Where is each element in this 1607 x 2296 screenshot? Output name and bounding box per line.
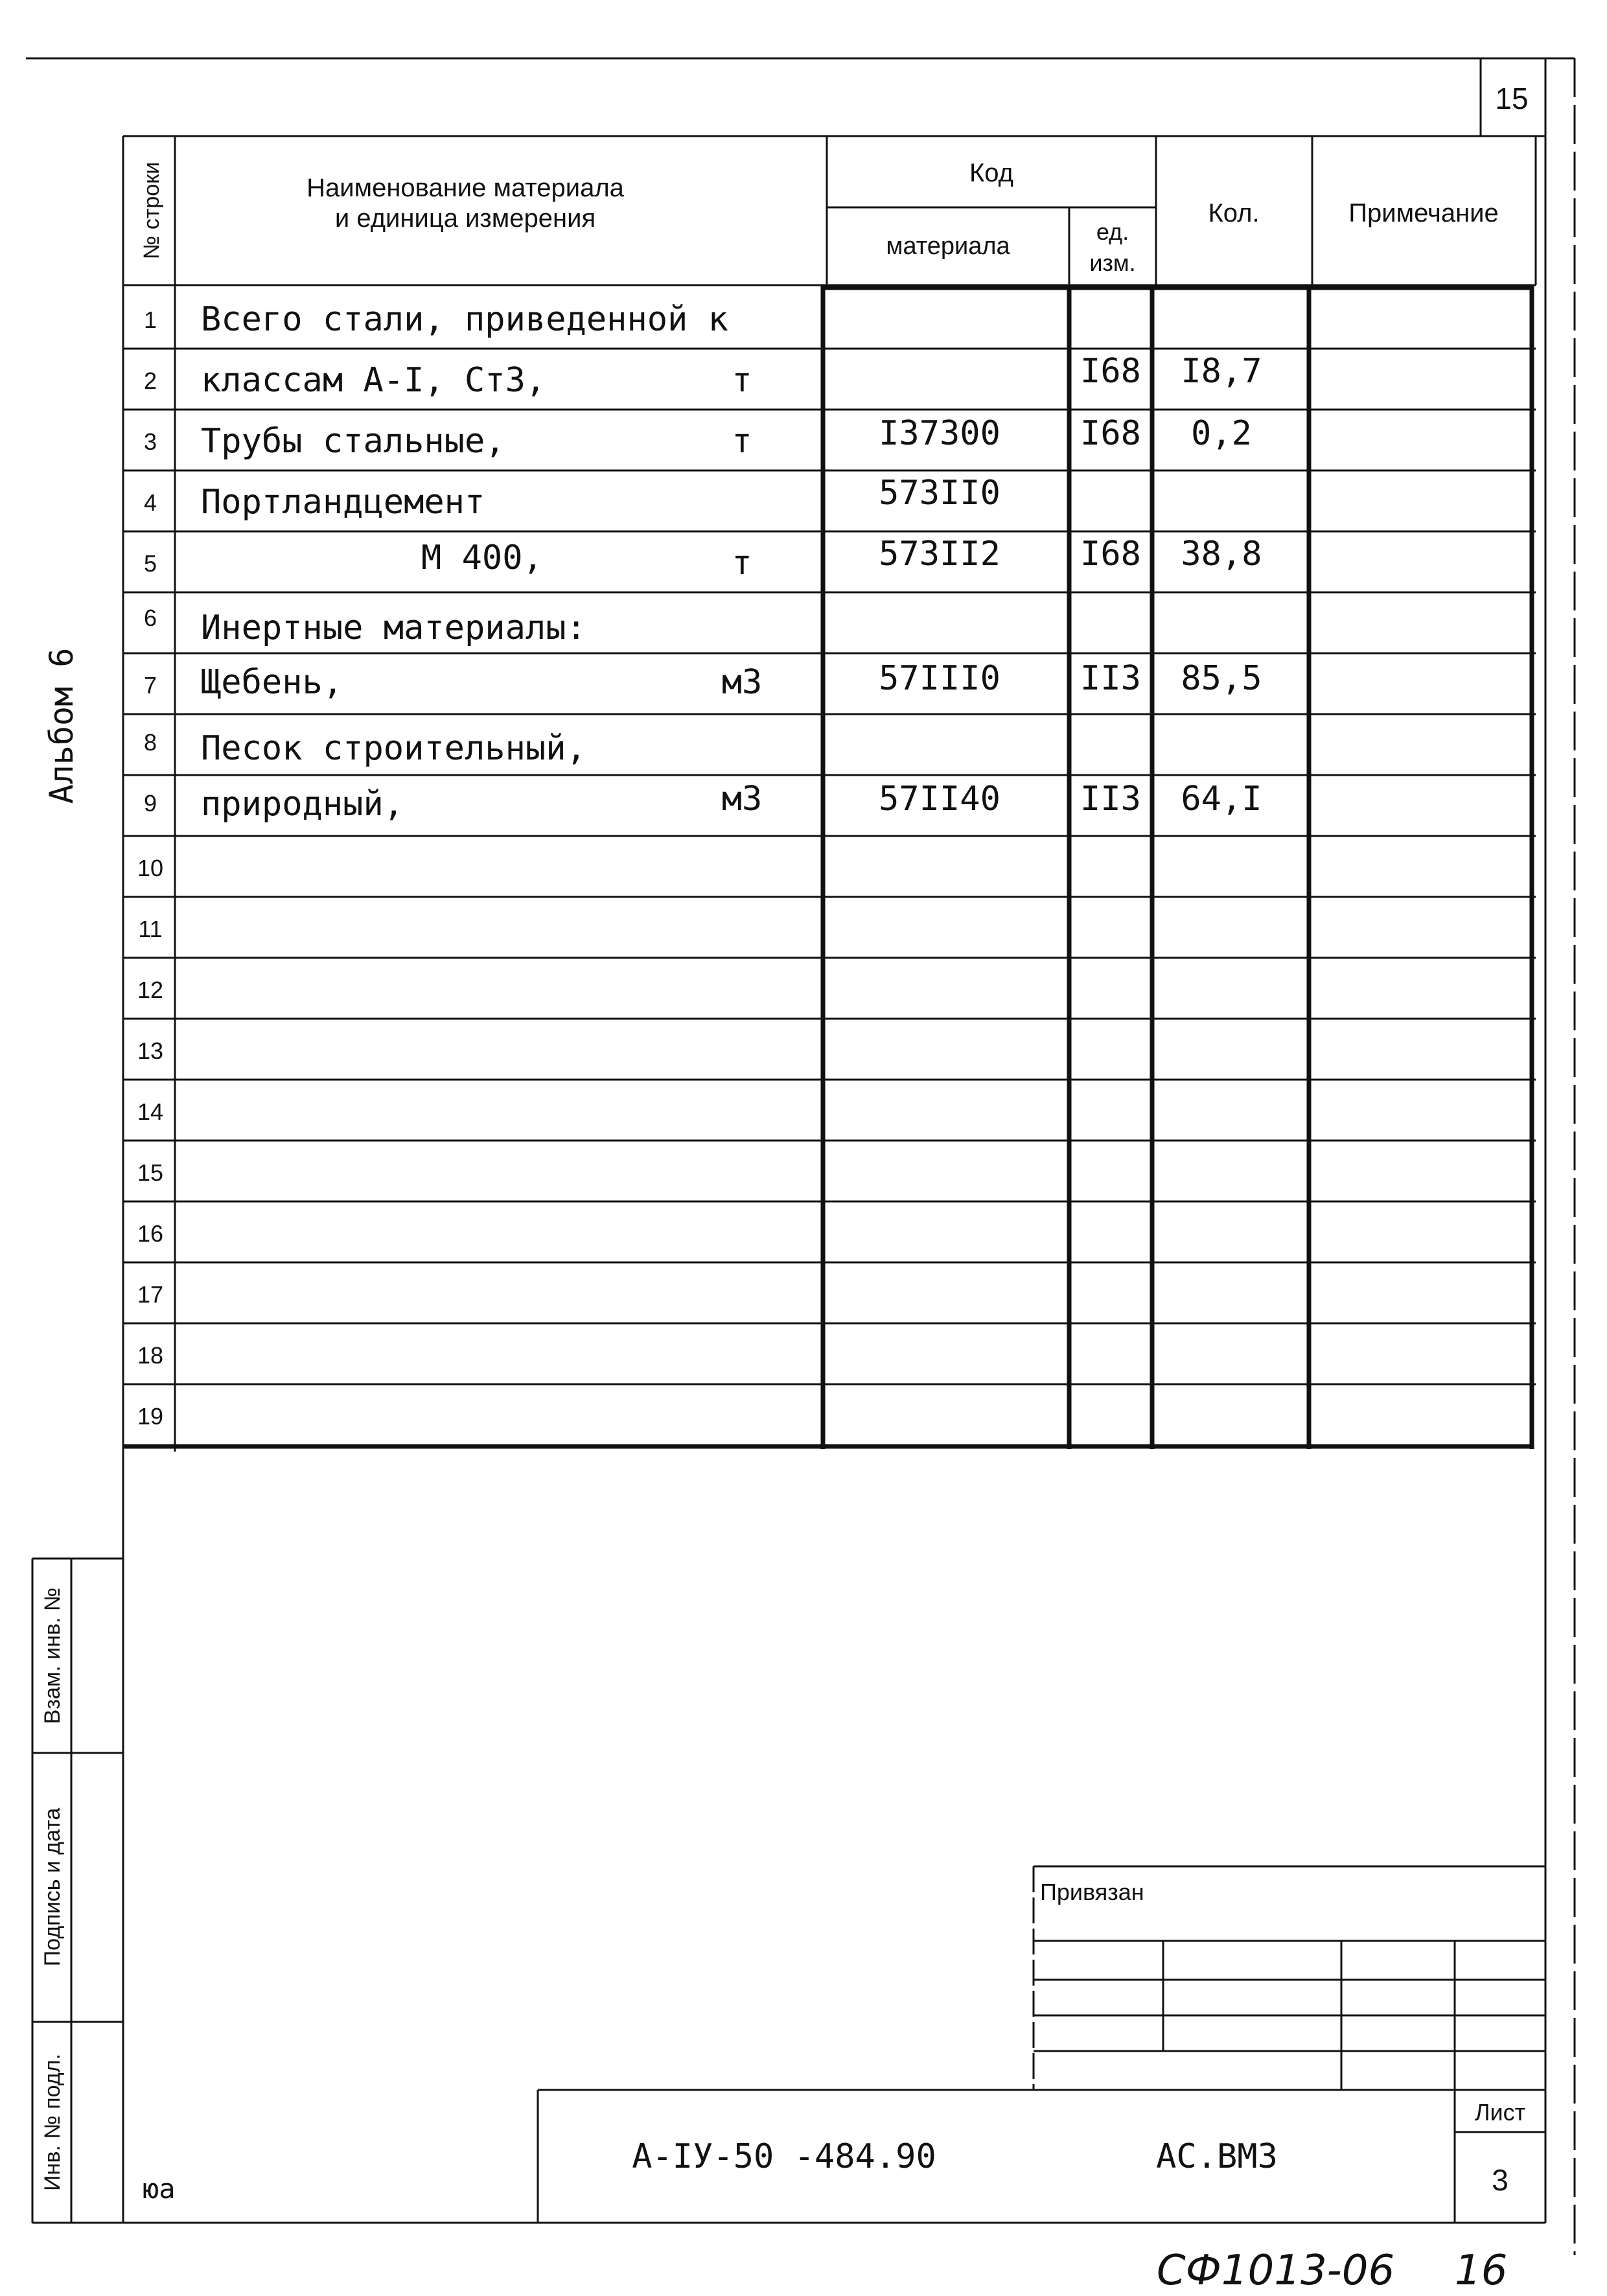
row-number: 17	[137, 1281, 164, 1308]
title-block	[143, 1866, 1545, 2223]
row-unit: т	[732, 422, 752, 461]
stamp-zam-inv: Взам. инв. №	[40, 1587, 65, 1724]
row-name: М 400,	[421, 539, 543, 577]
row-unit: т	[732, 544, 752, 583]
header-name-line1: Наименование материала	[306, 174, 624, 202]
header-note: Примечание	[1348, 199, 1499, 227]
row-name: природный,	[201, 785, 404, 824]
row-name: Трубы стальные,	[201, 422, 505, 461]
sheet-label: Лист	[1474, 2099, 1526, 2126]
table-row	[137, 855, 163, 881]
signature: юа	[143, 2173, 176, 2205]
table-row	[137, 1098, 163, 1125]
stamp-inv-podl: Инв. № подл.	[40, 2054, 65, 2191]
row-name: классам А-I, Ст3,	[201, 361, 546, 400]
row-unit: т	[732, 361, 752, 400]
header-unit-line2: изм.	[1089, 249, 1136, 276]
row-number: 12	[137, 977, 164, 1003]
row-number: 16	[137, 1220, 164, 1247]
row-quantity: 0,2	[1191, 414, 1252, 453]
row-number: 5	[143, 550, 157, 577]
table-row	[144, 352, 1262, 400]
stamp-podpis-data: Подпись и дата	[40, 1807, 65, 1967]
table-row	[137, 1403, 163, 1430]
table-row	[137, 1038, 163, 1064]
album-label: Альбом 6	[43, 647, 80, 804]
side-stamp	[32, 1559, 123, 2223]
table-row	[138, 916, 162, 942]
row-unit: м3	[721, 663, 763, 702]
row-name: Всего стали, приведенной к	[201, 300, 728, 339]
row-number: 3	[143, 428, 157, 455]
row-name: Портландцемент	[201, 483, 485, 522]
row-unit-code: I68	[1080, 352, 1141, 391]
row-number: 11	[138, 916, 163, 942]
table-row	[144, 414, 1252, 461]
table-row	[137, 1159, 163, 1186]
row-number: 7	[143, 672, 157, 699]
header-material: материала	[886, 233, 1010, 260]
row-material-code: 573II0	[879, 474, 1000, 513]
row-number: 13	[137, 1038, 164, 1064]
row-number: 14	[137, 1098, 164, 1125]
row-number: 15	[137, 1159, 164, 1186]
table-row	[137, 977, 163, 1003]
row-material-code: 573II2	[879, 535, 1000, 574]
row-unit-code: II3	[1080, 659, 1141, 698]
table-row	[137, 1220, 163, 1247]
row-name: Песок строительный,	[201, 729, 586, 768]
row-material-code: I37300	[879, 414, 1000, 453]
header-unit-line1: ед.	[1096, 218, 1129, 245]
row-number: 18	[137, 1342, 164, 1369]
footer-page: 16	[1455, 2247, 1508, 2295]
document-code: А-IУ-50 -484.90	[632, 2137, 936, 2176]
row-quantity: 64,I	[1181, 780, 1262, 818]
table-row	[144, 300, 728, 339]
page-number: 15	[1495, 82, 1529, 115]
row-quantity: 38,8	[1181, 535, 1262, 574]
row-name: Инертные материалы:	[201, 609, 586, 647]
row-number: 1	[143, 307, 157, 333]
row-number: 2	[143, 367, 157, 394]
table-row	[144, 605, 586, 647]
header-qty: Кол.	[1208, 199, 1260, 227]
spec-table	[123, 136, 1545, 1452]
row-number: 19	[137, 1403, 164, 1430]
table-row	[144, 474, 1000, 522]
header-code: Код	[969, 159, 1014, 187]
row-number: 6	[143, 605, 157, 631]
row-number: 4	[143, 489, 157, 516]
header-row-no: № строки	[139, 161, 164, 260]
row-quantity: I8,7	[1181, 352, 1262, 391]
footer-code: СФ1013-06	[1157, 2247, 1395, 2295]
row-quantity: 85,5	[1181, 659, 1262, 698]
row-unit-code: II3	[1080, 780, 1141, 818]
table-row	[144, 729, 586, 768]
table-row	[144, 659, 1262, 702]
row-number: 9	[143, 790, 157, 817]
privyazan-label: Привязан	[1040, 1879, 1144, 1905]
row-unit-code: I68	[1080, 414, 1141, 453]
document-mark: АС.ВМ3	[1156, 2137, 1278, 2176]
row-name: Щебень,	[201, 663, 343, 702]
header-name-line2: и единица измерения	[334, 204, 596, 233]
row-unit-code: I68	[1080, 535, 1141, 574]
table-row	[137, 1342, 163, 1369]
table-row	[144, 780, 1262, 824]
table-row	[137, 1281, 163, 1308]
row-unit: м3	[721, 780, 763, 818]
row-material-code: 57III0	[879, 659, 1000, 698]
table-row	[144, 535, 1262, 583]
row-number: 8	[143, 729, 157, 756]
row-material-code: 57II40	[879, 780, 1000, 818]
sheet-number: 3	[1492, 2163, 1509, 2197]
row-number: 10	[137, 855, 164, 881]
